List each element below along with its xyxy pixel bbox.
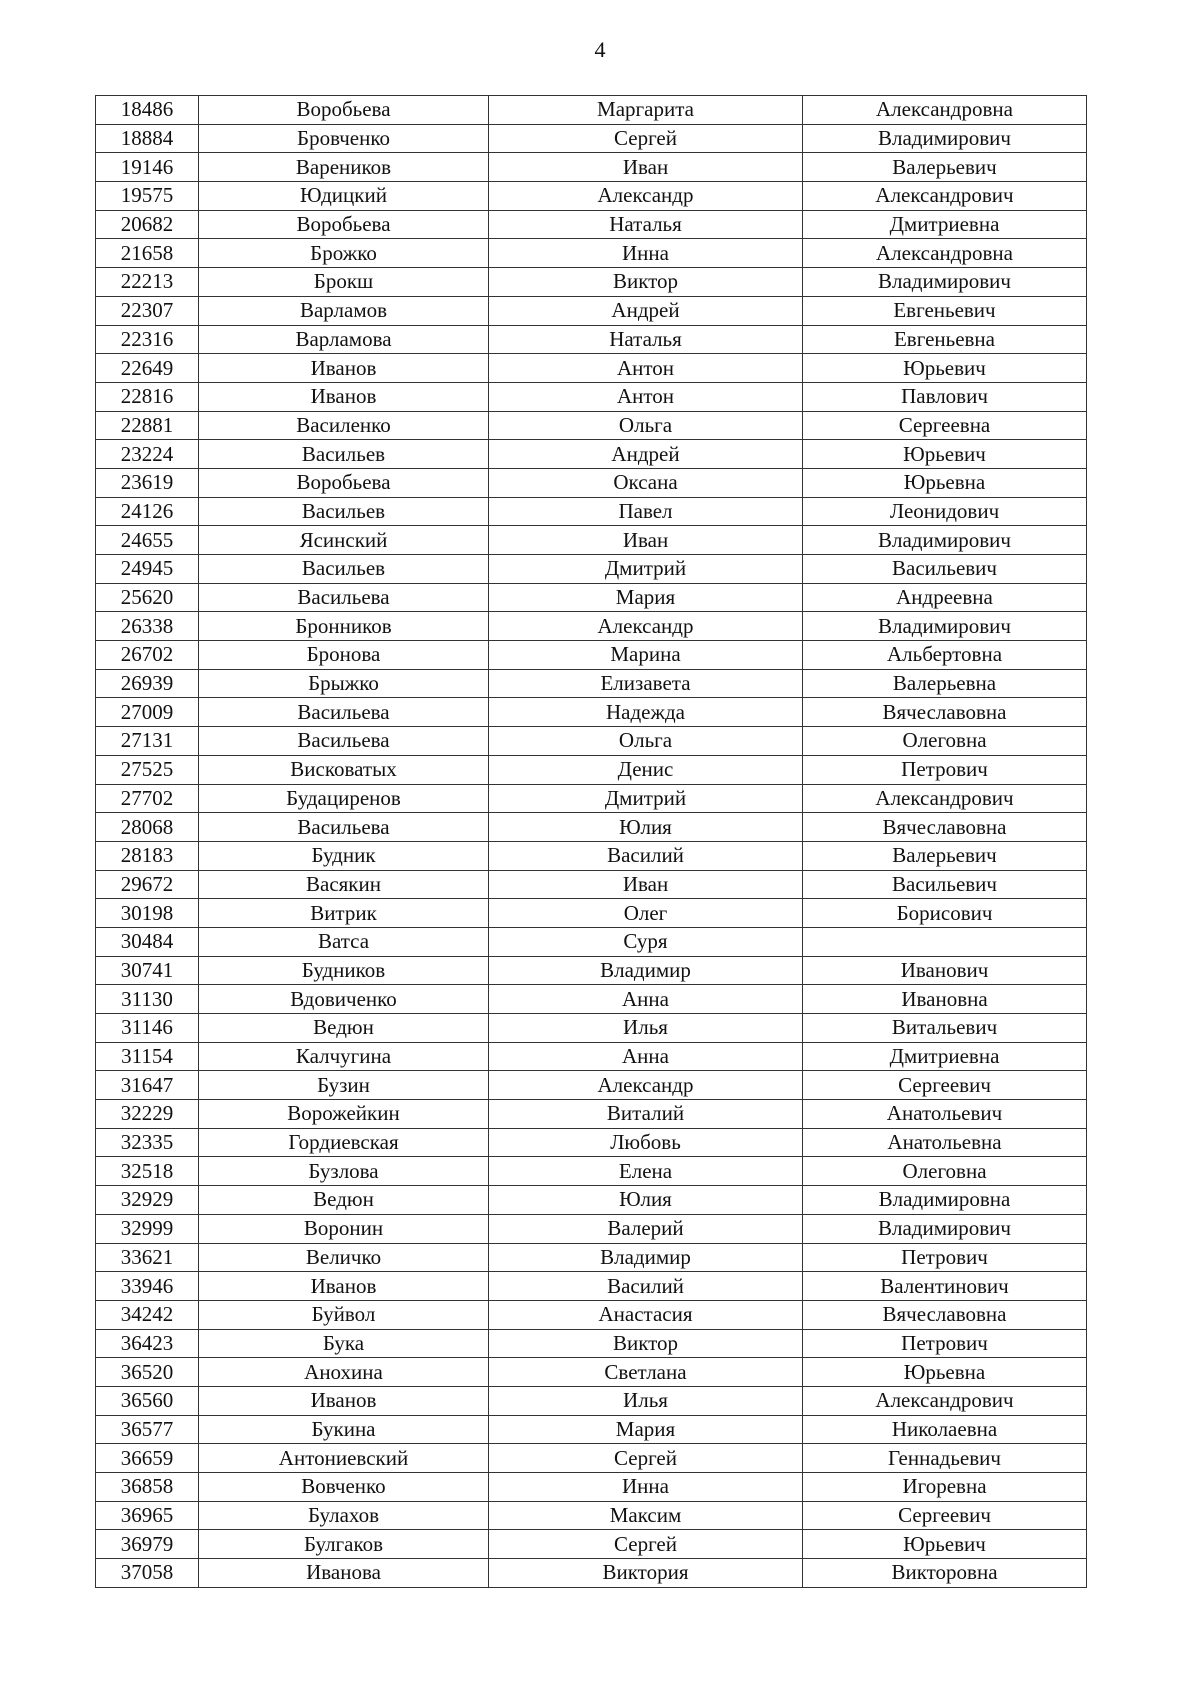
patronymic-cell: Валерьевич	[803, 841, 1087, 870]
last-name-cell: Вовченко	[199, 1473, 489, 1502]
first-name-cell: Денис	[489, 755, 803, 784]
table-row	[96, 296, 1087, 325]
last-name-cell: Брыжко	[199, 669, 489, 698]
patronymic-cell: Викторовна	[803, 1559, 1087, 1588]
patronymic-cell: Игоревна	[803, 1473, 1087, 1502]
first-name-cell: Александр	[489, 612, 803, 641]
last-name-cell: Бронова	[199, 641, 489, 670]
last-name-cell: Воронин	[199, 1214, 489, 1243]
record-number-cell: 32999	[96, 1214, 199, 1243]
table-row	[96, 985, 1087, 1014]
patronymic-cell: Валентинович	[803, 1272, 1087, 1301]
first-name-cell: Виталий	[489, 1100, 803, 1129]
first-name-cell: Илья	[489, 1386, 803, 1415]
first-name-cell: Ольга	[489, 411, 803, 440]
patronymic-cell: Васильевич	[803, 555, 1087, 584]
last-name-cell: Будников	[199, 956, 489, 985]
table-row	[96, 927, 1087, 956]
table-row	[96, 1214, 1087, 1243]
last-name-cell: Васякин	[199, 870, 489, 899]
first-name-cell: Мария	[489, 583, 803, 612]
patronymic-cell: Олеговна	[803, 1157, 1087, 1186]
record-number-cell: 22213	[96, 268, 199, 297]
record-number-cell: 32929	[96, 1186, 199, 1215]
patronymic-cell: Петрович	[803, 1243, 1087, 1272]
record-number-cell: 31146	[96, 1014, 199, 1043]
record-number-cell: 25620	[96, 583, 199, 612]
patronymic-cell: Евгеньевна	[803, 325, 1087, 354]
record-number-cell: 36560	[96, 1386, 199, 1415]
table-row	[96, 1100, 1087, 1129]
patronymic-cell: Дмитриевна	[803, 1042, 1087, 1071]
patronymic-cell: Владимирович	[803, 124, 1087, 153]
last-name-cell: Бронников	[199, 612, 489, 641]
last-name-cell: Вареников	[199, 153, 489, 182]
record-number-cell: 22316	[96, 325, 199, 354]
patronymic-cell: Николаевна	[803, 1415, 1087, 1444]
last-name-cell: Висковатых	[199, 755, 489, 784]
first-name-cell: Василий	[489, 841, 803, 870]
first-name-cell: Инна	[489, 1473, 803, 1502]
record-number-cell: 22649	[96, 354, 199, 383]
table-row	[96, 784, 1087, 813]
record-number-cell: 27131	[96, 727, 199, 756]
first-name-cell: Владимир	[489, 956, 803, 985]
patronymic-cell: Владимировна	[803, 1186, 1087, 1215]
record-number-cell: 34242	[96, 1300, 199, 1329]
patronymic-cell: Юрьевич	[803, 1530, 1087, 1559]
patronymic-cell: Юрьевна	[803, 1358, 1087, 1387]
patronymic-cell: Борисович	[803, 899, 1087, 928]
table-row	[96, 755, 1087, 784]
last-name-cell: Витрик	[199, 899, 489, 928]
first-name-cell: Максим	[489, 1501, 803, 1530]
record-number-cell: 32518	[96, 1157, 199, 1186]
last-name-cell: Бровченко	[199, 124, 489, 153]
patronymic-cell: Олеговна	[803, 727, 1087, 756]
table-row	[96, 641, 1087, 670]
table-row	[96, 727, 1087, 756]
record-number-cell: 19146	[96, 153, 199, 182]
first-name-cell: Александр	[489, 182, 803, 211]
last-name-cell: Анохина	[199, 1358, 489, 1387]
last-name-cell: Ворожейкин	[199, 1100, 489, 1129]
last-name-cell: Булахов	[199, 1501, 489, 1530]
first-name-cell: Андрей	[489, 296, 803, 325]
patronymic-cell: Вячеславовна	[803, 813, 1087, 842]
record-number-cell: 32229	[96, 1100, 199, 1129]
record-number-cell: 21658	[96, 239, 199, 268]
record-number-cell: 18884	[96, 124, 199, 153]
table-row	[96, 354, 1087, 383]
first-name-cell: Сергей	[489, 124, 803, 153]
record-number-cell: 36423	[96, 1329, 199, 1358]
last-name-cell: Васильев	[199, 497, 489, 526]
patronymic-cell: Сергеевна	[803, 411, 1087, 440]
record-number-cell: 30198	[96, 899, 199, 928]
patronymic-cell: Валерьевич	[803, 153, 1087, 182]
last-name-cell: Воробьева	[199, 210, 489, 239]
patronymic-cell: Александрович	[803, 182, 1087, 211]
table-row	[96, 1329, 1087, 1358]
last-name-cell: Васильева	[199, 813, 489, 842]
first-name-cell: Сергей	[489, 1530, 803, 1559]
last-name-cell: Ясинский	[199, 526, 489, 555]
table-row	[96, 1157, 1087, 1186]
table-row	[96, 440, 1087, 469]
persons-table	[95, 95, 1087, 1588]
first-name-cell: Анна	[489, 985, 803, 1014]
patronymic-cell	[803, 927, 1087, 956]
table-row	[96, 1415, 1087, 1444]
patronymic-cell: Петрович	[803, 1329, 1087, 1358]
patronymic-cell: Владимирович	[803, 612, 1087, 641]
last-name-cell: Будациренов	[199, 784, 489, 813]
record-number-cell: 36520	[96, 1358, 199, 1387]
record-number-cell: 33621	[96, 1243, 199, 1272]
last-name-cell: Воробьева	[199, 468, 489, 497]
record-number-cell: 37058	[96, 1559, 199, 1588]
first-name-cell: Илья	[489, 1014, 803, 1043]
first-name-cell: Елена	[489, 1157, 803, 1186]
record-number-cell: 31130	[96, 985, 199, 1014]
patronymic-cell: Евгеньевич	[803, 296, 1087, 325]
table-row	[96, 382, 1087, 411]
first-name-cell: Андрей	[489, 440, 803, 469]
table-row	[96, 1473, 1087, 1502]
table-row	[96, 411, 1087, 440]
first-name-cell: Дмитрий	[489, 555, 803, 584]
patronymic-cell: Александрович	[803, 1386, 1087, 1415]
last-name-cell: Буйвол	[199, 1300, 489, 1329]
record-number-cell: 27525	[96, 755, 199, 784]
patronymic-cell: Витальевич	[803, 1014, 1087, 1043]
last-name-cell: Васильева	[199, 727, 489, 756]
record-number-cell: 22881	[96, 411, 199, 440]
table-row	[96, 1501, 1087, 1530]
table-row	[96, 956, 1087, 985]
table-row	[96, 1042, 1087, 1071]
last-name-cell: Ведюн	[199, 1014, 489, 1043]
patronymic-cell: Петрович	[803, 755, 1087, 784]
record-number-cell: 24655	[96, 526, 199, 555]
table-row	[96, 669, 1087, 698]
record-number-cell: 26939	[96, 669, 199, 698]
patronymic-cell: Юрьевич	[803, 354, 1087, 383]
first-name-cell: Антон	[489, 382, 803, 411]
first-name-cell: Виктория	[489, 1559, 803, 1588]
patronymic-cell: Сергеевич	[803, 1501, 1087, 1530]
table-row	[96, 612, 1087, 641]
record-number-cell: 24126	[96, 497, 199, 526]
last-name-cell: Иванов	[199, 1386, 489, 1415]
patronymic-cell: Валерьевна	[803, 669, 1087, 698]
patronymic-cell: Вячеславовна	[803, 1300, 1087, 1329]
last-name-cell: Ведюн	[199, 1186, 489, 1215]
first-name-cell: Виктор	[489, 1329, 803, 1358]
table-row	[96, 899, 1087, 928]
first-name-cell: Василий	[489, 1272, 803, 1301]
last-name-cell: Антониевский	[199, 1444, 489, 1473]
record-number-cell: 27009	[96, 698, 199, 727]
last-name-cell: Иванов	[199, 1272, 489, 1301]
record-number-cell: 19575	[96, 182, 199, 211]
first-name-cell: Марина	[489, 641, 803, 670]
table-row	[96, 526, 1087, 555]
table-row	[96, 1530, 1087, 1559]
record-number-cell: 36979	[96, 1530, 199, 1559]
record-number-cell: 28068	[96, 813, 199, 842]
table-row	[96, 1386, 1087, 1415]
first-name-cell: Оксана	[489, 468, 803, 497]
persons-table-body	[96, 96, 1087, 1588]
patronymic-cell: Александровна	[803, 96, 1087, 125]
first-name-cell: Маргарита	[489, 96, 803, 125]
table-row	[96, 841, 1087, 870]
first-name-cell: Любовь	[489, 1128, 803, 1157]
first-name-cell: Олег	[489, 899, 803, 928]
patronymic-cell: Юрьевич	[803, 440, 1087, 469]
last-name-cell: Вдовиченко	[199, 985, 489, 1014]
patronymic-cell: Владимирович	[803, 526, 1087, 555]
patronymic-cell: Геннадьевич	[803, 1444, 1087, 1473]
last-name-cell: Будник	[199, 841, 489, 870]
table-row	[96, 268, 1087, 297]
last-name-cell: Калчугина	[199, 1042, 489, 1071]
record-number-cell: 36659	[96, 1444, 199, 1473]
record-number-cell: 27702	[96, 784, 199, 813]
record-number-cell: 26338	[96, 612, 199, 641]
first-name-cell: Елизавета	[489, 669, 803, 698]
last-name-cell: Васильев	[199, 440, 489, 469]
page-number: 4	[594, 37, 606, 62]
patronymic-cell: Александрович	[803, 784, 1087, 813]
patronymic-cell: Вячеславовна	[803, 698, 1087, 727]
first-name-cell: Надежда	[489, 698, 803, 727]
first-name-cell: Антон	[489, 354, 803, 383]
record-number-cell: 30484	[96, 927, 199, 956]
first-name-cell: Светлана	[489, 1358, 803, 1387]
table-row	[96, 210, 1087, 239]
table-row	[96, 1559, 1087, 1588]
last-name-cell: Васильева	[199, 698, 489, 727]
table-row	[96, 1300, 1087, 1329]
first-name-cell: Иван	[489, 153, 803, 182]
table-row	[96, 182, 1087, 211]
table-row	[96, 96, 1087, 125]
patronymic-cell: Владимирович	[803, 1214, 1087, 1243]
table-row	[96, 555, 1087, 584]
last-name-cell: Ватса	[199, 927, 489, 956]
last-name-cell: Букина	[199, 1415, 489, 1444]
last-name-cell: Величко	[199, 1243, 489, 1272]
first-name-cell: Сергей	[489, 1444, 803, 1473]
first-name-cell: Юлия	[489, 813, 803, 842]
record-number-cell: 18486	[96, 96, 199, 125]
patronymic-cell: Дмитриевна	[803, 210, 1087, 239]
table-row	[96, 1128, 1087, 1157]
first-name-cell: Наталья	[489, 325, 803, 354]
patronymic-cell: Леонидович	[803, 497, 1087, 526]
record-number-cell: 24945	[96, 555, 199, 584]
record-number-cell: 36577	[96, 1415, 199, 1444]
first-name-cell: Анастасия	[489, 1300, 803, 1329]
record-number-cell: 26702	[96, 641, 199, 670]
patronymic-cell: Альбертовна	[803, 641, 1087, 670]
first-name-cell: Виктор	[489, 268, 803, 297]
last-name-cell: Васильева	[199, 583, 489, 612]
patronymic-cell: Иванович	[803, 956, 1087, 985]
last-name-cell: Бука	[199, 1329, 489, 1358]
last-name-cell: Бузин	[199, 1071, 489, 1100]
table-row	[96, 124, 1087, 153]
table-row	[96, 1071, 1087, 1100]
first-name-cell: Юлия	[489, 1186, 803, 1215]
first-name-cell: Павел	[489, 497, 803, 526]
table-row	[96, 1444, 1087, 1473]
first-name-cell: Ольга	[489, 727, 803, 756]
patronymic-cell: Павлович	[803, 382, 1087, 411]
record-number-cell: 20682	[96, 210, 199, 239]
last-name-cell: Брожко	[199, 239, 489, 268]
record-number-cell: 23619	[96, 468, 199, 497]
record-number-cell: 22307	[96, 296, 199, 325]
last-name-cell: Булгаков	[199, 1530, 489, 1559]
table-row	[96, 813, 1087, 842]
first-name-cell: Владимир	[489, 1243, 803, 1272]
record-number-cell: 23224	[96, 440, 199, 469]
record-number-cell: 36858	[96, 1473, 199, 1502]
table-row	[96, 497, 1087, 526]
last-name-cell: Варламова	[199, 325, 489, 354]
first-name-cell: Александр	[489, 1071, 803, 1100]
record-number-cell: 31154	[96, 1042, 199, 1071]
table-row	[96, 1014, 1087, 1043]
last-name-cell: Васильев	[199, 555, 489, 584]
first-name-cell: Мария	[489, 1415, 803, 1444]
patronymic-cell: Анатольевич	[803, 1100, 1087, 1129]
table-row	[96, 870, 1087, 899]
record-number-cell: 22816	[96, 382, 199, 411]
patronymic-cell: Сергеевич	[803, 1071, 1087, 1100]
last-name-cell: Иванова	[199, 1559, 489, 1588]
last-name-cell: Гордиевская	[199, 1128, 489, 1157]
last-name-cell: Брокш	[199, 268, 489, 297]
table-row	[96, 325, 1087, 354]
record-number-cell: 31647	[96, 1071, 199, 1100]
last-name-cell: Воробьева	[199, 96, 489, 125]
table-row	[96, 1358, 1087, 1387]
first-name-cell: Наталья	[489, 210, 803, 239]
patronymic-cell: Владимирович	[803, 268, 1087, 297]
last-name-cell: Юдицкий	[199, 182, 489, 211]
record-number-cell: 30741	[96, 956, 199, 985]
last-name-cell: Иванов	[199, 382, 489, 411]
table-row	[96, 1243, 1087, 1272]
record-number-cell: 32335	[96, 1128, 199, 1157]
patronymic-cell: Андреевна	[803, 583, 1087, 612]
patronymic-cell: Юрьевна	[803, 468, 1087, 497]
table-row	[96, 153, 1087, 182]
patronymic-cell: Ивановна	[803, 985, 1087, 1014]
record-number-cell: 33946	[96, 1272, 199, 1301]
first-name-cell: Анна	[489, 1042, 803, 1071]
first-name-cell: Дмитрий	[489, 784, 803, 813]
first-name-cell: Суря	[489, 927, 803, 956]
table-row	[96, 698, 1087, 727]
first-name-cell: Валерий	[489, 1214, 803, 1243]
record-number-cell: 28183	[96, 841, 199, 870]
table-row	[96, 1186, 1087, 1215]
table-row	[96, 1272, 1087, 1301]
table-row	[96, 583, 1087, 612]
last-name-cell: Иванов	[199, 354, 489, 383]
first-name-cell: Иван	[489, 526, 803, 555]
patronymic-cell: Анатольевна	[803, 1128, 1087, 1157]
first-name-cell: Инна	[489, 239, 803, 268]
patronymic-cell: Александровна	[803, 239, 1087, 268]
table-row	[96, 468, 1087, 497]
table-row	[96, 239, 1087, 268]
record-number-cell: 29672	[96, 870, 199, 899]
last-name-cell: Бузлова	[199, 1157, 489, 1186]
last-name-cell: Варламов	[199, 296, 489, 325]
patronymic-cell: Васильевич	[803, 870, 1087, 899]
last-name-cell: Василенко	[199, 411, 489, 440]
record-number-cell: 36965	[96, 1501, 199, 1530]
first-name-cell: Иван	[489, 870, 803, 899]
